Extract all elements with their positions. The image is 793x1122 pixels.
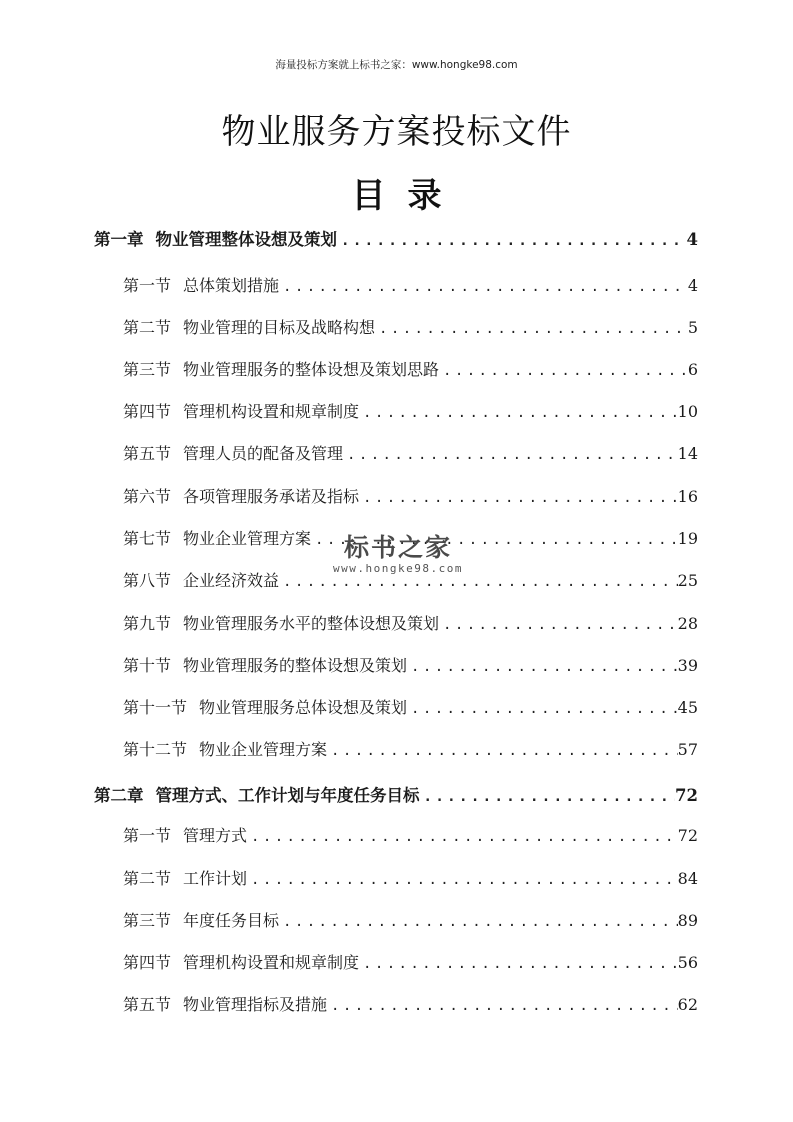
toc-entry-page: 10 xyxy=(677,402,698,421)
toc-section-1-12[interactable] xyxy=(123,737,698,769)
toc-section-1-6[interactable] xyxy=(123,484,698,516)
toc-entry-number: 第五节 xyxy=(123,995,172,1014)
toc-entry-label xyxy=(123,950,359,973)
toc-entry-number: 第九节 xyxy=(123,614,172,633)
toc-entry-label xyxy=(123,823,247,846)
toc-entry-number: 第六节 xyxy=(123,487,172,506)
toc-entry-title: 物业管理整体设想及策划 xyxy=(155,230,337,249)
toc-section-1-5[interactable] xyxy=(123,441,698,473)
toc-dot-leader xyxy=(327,743,678,759)
toc-entry-number: 第四节 xyxy=(123,402,172,421)
toc-section-2-3[interactable] xyxy=(123,908,698,940)
toc-entry-page: 25 xyxy=(677,571,698,590)
toc-entry-number: 第十一节 xyxy=(123,698,188,717)
toc-entry-number: 第八节 xyxy=(123,571,172,590)
toc-dot-leader xyxy=(439,363,688,379)
toc-entry-label xyxy=(123,315,375,338)
toc-entry-title: 工作计划 xyxy=(183,869,248,888)
toc-entry-title: 年度任务目标 xyxy=(183,911,280,930)
toc-entry-label xyxy=(123,695,407,718)
toc-entry-page: 6 xyxy=(687,360,698,379)
toc-entry-title: 物业管理服务的整体设想及策划思路 xyxy=(183,360,440,379)
toc-dot-leader xyxy=(359,956,678,972)
toc-entry-number: 第一节 xyxy=(123,826,172,845)
toc-dot-leader xyxy=(279,574,678,590)
toc-entry-page: 45 xyxy=(677,698,698,717)
toc-dot-leader xyxy=(407,701,678,717)
toc-entry-number: 第三节 xyxy=(123,911,172,930)
toc-entry-number: 第四节 xyxy=(123,953,172,972)
toc-entry-page: 39 xyxy=(677,656,698,675)
toc-dot-leader xyxy=(343,447,678,463)
watermark-url: www.hongke98.com xyxy=(333,562,463,575)
toc-entry-title: 物业企业管理方案 xyxy=(199,740,328,759)
toc-entry-page: 72 xyxy=(677,826,698,845)
toc-section-2-2[interactable] xyxy=(123,866,698,898)
toc-entry-number: 第十节 xyxy=(123,656,172,675)
toc-section-2-1[interactable] xyxy=(123,823,698,855)
toc-section-1-7[interactable] xyxy=(123,526,698,558)
toc-entry-title: 管理机构设置和规章制度 xyxy=(183,402,360,421)
toc-entry-label xyxy=(123,611,439,634)
toc-section-1-1[interactable] xyxy=(123,273,698,305)
toc-entry-title: 管理方式、工作计划与年度任务目标 xyxy=(155,786,420,805)
toc-entry-page: 5 xyxy=(687,318,698,337)
toc-section-1-2[interactable] xyxy=(123,315,698,347)
toc-entry-number: 第二章 xyxy=(94,786,144,805)
toc-entry-title: 管理方式 xyxy=(183,826,248,845)
toc-entry-title: 企业经济效益 xyxy=(183,571,280,590)
toc-entry-page: 56 xyxy=(677,953,698,972)
toc-entry-number: 第五节 xyxy=(123,444,172,463)
toc-entry-label xyxy=(123,526,311,549)
toc-dot-leader xyxy=(247,872,678,888)
toc-entry-page: 4 xyxy=(686,230,698,249)
toc-entry-number: 第十二节 xyxy=(123,740,188,759)
toc-entry-title: 物业管理服务的整体设想及策划 xyxy=(183,656,408,675)
toc-section-1-9[interactable] xyxy=(123,611,698,643)
toc-entry-title: 管理机构设置和规章制度 xyxy=(183,953,360,972)
toc-section-2-4[interactable] xyxy=(123,950,698,982)
toc-chapter-2[interactable] xyxy=(94,782,698,814)
toc-entry-page: 14 xyxy=(677,444,698,463)
toc-dot-leader xyxy=(247,829,678,845)
toc-entry-page: 84 xyxy=(677,869,698,888)
toc-entry-label xyxy=(123,866,247,889)
toc-dot-leader xyxy=(327,998,678,1014)
toc-entry-page: 72 xyxy=(675,786,698,805)
toc-entry-title: 物业管理的目标及战略构想 xyxy=(183,318,376,337)
toc-dot-leader xyxy=(279,279,688,295)
toc-entry-page: 28 xyxy=(677,614,698,633)
toc-entry-label xyxy=(123,737,327,760)
toc-entry-title: 物业管理服务总体设想及策划 xyxy=(199,698,408,717)
toc-entry-title: 管理人员的配备及管理 xyxy=(183,444,344,463)
toc-entry-number: 第一章 xyxy=(94,230,144,249)
toc-entry-title: 物业管理指标及措施 xyxy=(183,995,328,1014)
document-title: 物业服务方案投标文件 xyxy=(221,112,572,152)
toc-entry-number: 第一节 xyxy=(123,276,172,295)
toc-dot-leader xyxy=(337,233,687,249)
toc-dot-leader xyxy=(407,659,678,675)
toc-heading: 目录 xyxy=(351,176,464,216)
toc-entry-label xyxy=(123,992,327,1015)
toc-entry-label xyxy=(123,568,279,591)
toc-entry-title: 各项管理服务承诺及指标 xyxy=(183,487,360,506)
toc-entry-label xyxy=(123,484,359,507)
toc-dot-leader xyxy=(359,490,678,506)
toc-entry-label xyxy=(123,399,359,422)
toc-dot-leader xyxy=(279,914,678,930)
toc-dot-leader xyxy=(420,789,676,805)
toc-entry-number: 第二节 xyxy=(123,869,172,888)
toc-dot-leader xyxy=(311,532,678,548)
toc-section-1-8[interactable] xyxy=(123,568,698,600)
toc-section-1-10[interactable] xyxy=(123,653,698,685)
toc-entry-title: 物业企业管理方案 xyxy=(183,529,312,548)
toc-entry-label xyxy=(123,653,407,676)
toc-section-1-11[interactable] xyxy=(123,695,698,727)
toc-entry-page: 62 xyxy=(677,995,698,1014)
toc-entry-title: 物业管理服务水平的整体设想及策划 xyxy=(183,614,440,633)
toc-entry-page: 16 xyxy=(677,487,698,506)
toc-section-2-5[interactable] xyxy=(123,992,698,1024)
toc-entry-page: 4 xyxy=(687,276,698,295)
toc-entry-label xyxy=(123,908,279,931)
toc-entry-label xyxy=(94,782,420,806)
toc-entry-label xyxy=(123,441,343,464)
page-header: 海量投标方案就上标书之家：www.hongke98.com xyxy=(275,59,518,71)
toc-section-1-4[interactable] xyxy=(123,399,698,431)
toc-entry-number: 第七节 xyxy=(123,529,172,548)
toc-entry-label xyxy=(94,226,337,250)
toc-chapter-1[interactable] xyxy=(94,226,698,258)
watermark-logo-text: 标书之家 xyxy=(343,533,452,562)
toc-entry-page: 89 xyxy=(677,911,698,930)
toc-entry-page: 19 xyxy=(677,529,698,548)
toc-dot-leader xyxy=(359,405,678,421)
toc-dot-leader xyxy=(439,617,678,633)
toc-entry-number: 第三节 xyxy=(123,360,172,379)
toc-entry-number: 第二节 xyxy=(123,318,172,337)
toc-dot-leader xyxy=(375,321,688,337)
toc-entry-page: 57 xyxy=(677,740,698,759)
toc-section-1-3[interactable] xyxy=(123,357,698,389)
toc-entry-label xyxy=(123,273,279,296)
toc-entry-title: 总体策划措施 xyxy=(183,276,280,295)
toc-entry-label xyxy=(123,357,439,380)
